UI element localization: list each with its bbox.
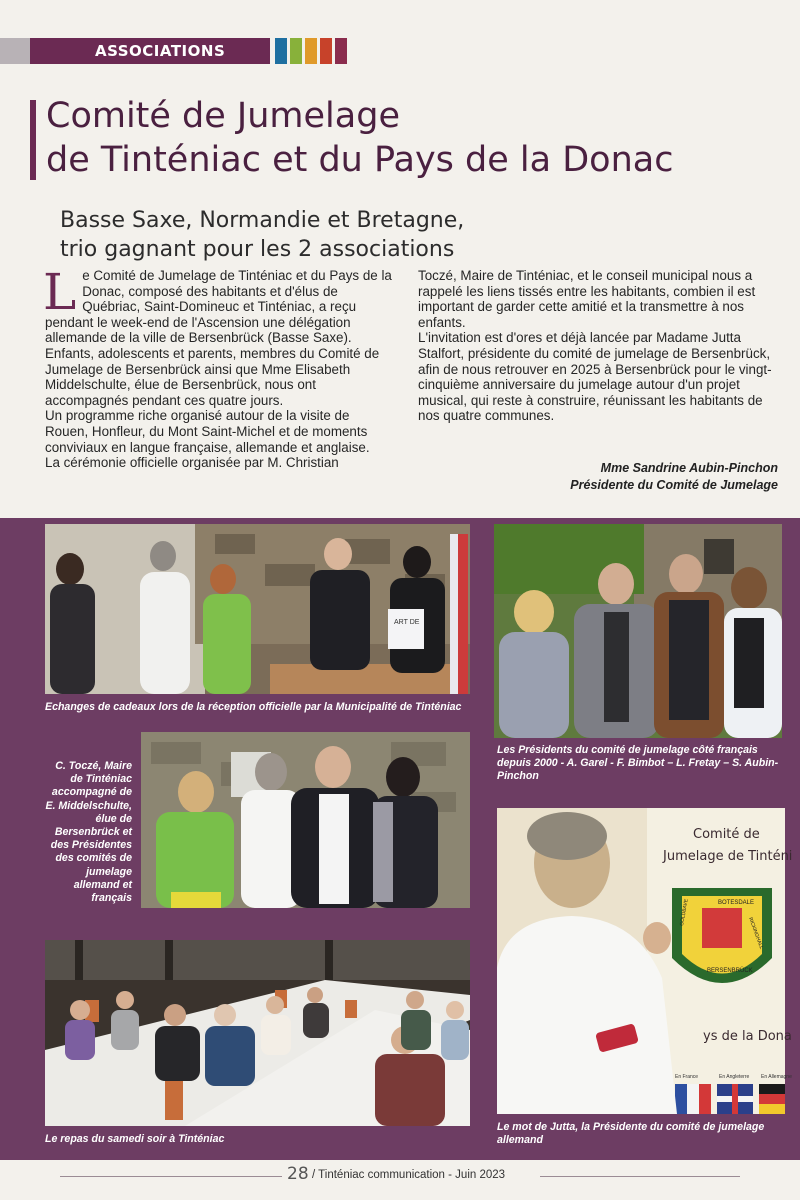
- banner-line-2: Jumelage de Tinténi: [663, 849, 793, 864]
- subtitle-line-1: Basse Saxe, Normandie et Bretagne,: [60, 208, 465, 233]
- caption-gift-exchange: Echanges de cadeaux lors de la réception officielle par la Municipalité de Tinténiac: [45, 701, 462, 713]
- flag-de-label: En Allemagne: [761, 1074, 792, 1080]
- article-subtitle: [60, 206, 760, 264]
- article-column-left: [43, 263, 393, 471]
- photo-dinner-image: [45, 940, 470, 1126]
- title-line-2: de Tinténiac et du Pays de la Donac: [46, 140, 674, 180]
- color-chip: [275, 38, 287, 64]
- photo-jutta-speech: [497, 808, 793, 1114]
- article-title: [46, 94, 766, 182]
- caption-dinner: Le repas du samedi soir à Tinténiac: [45, 1133, 225, 1145]
- footer-text: / Tinténiac communication - Juin 2023: [312, 1169, 506, 1181]
- article-column-right: [418, 268, 780, 424]
- crest-top-text: BOTESDALE: [718, 900, 755, 906]
- section-header: [0, 38, 365, 64]
- footer-rule-right: [540, 1176, 740, 1177]
- color-chip: [290, 38, 302, 64]
- signature-name: Mme Sandrine Aubin-Pinchon: [600, 461, 778, 475]
- footer-rule-left: [60, 1176, 282, 1177]
- caption-presidents: Les Présidents du comité de jumelage côté français depuis 2000 - A. Garel - F. Bimbot – L. Fretay – S. Aubin-Pinchon: [497, 744, 779, 782]
- paragraph: Enfants, adolescents et parents, membres du Comité de Jumelage de Bersenbrück ainsi que Mme Elisabeth Middelschulte, élue de Bersenbrück, nous ont accompagnés pendant ces quatre jours.: [45, 345, 380, 408]
- banner-line-1: Comité de: [693, 827, 760, 842]
- photo-jutta-speech-image: [497, 808, 793, 1114]
- title-line-1: Comité de Jumelage: [46, 96, 400, 136]
- photo-dinner: [45, 940, 470, 1126]
- photo-gift-exchange-image: [45, 524, 470, 694]
- flag-fr-label: En France: [675, 1074, 699, 1080]
- signature: [420, 460, 778, 494]
- paragraph: e Comité de Jumelage de Tinténiac et du Pays de la Donac, composé des habitants et d'élus de Québriac, Saint-Domineuc et Tinténiac, a reçu pendant le week-end de l'Ascension une délégation allemande de la ville de Bersenbrück (Basse Saxe).: [45, 268, 392, 346]
- crest-right-text: RICKINGHALL: [747, 916, 765, 951]
- caption-mayor: C. Toczé, Maire de Tinténiac accompagné de E. Middelschulte, élue de Bersenbrück et des Présidentes des comités de jumelage allemand et français: [45, 760, 132, 905]
- photo-mayor-group-image: [141, 732, 470, 908]
- crest-left-text: GOLDBAVE: [679, 898, 690, 927]
- banner-line-3: ys de la Dona: [703, 1029, 792, 1044]
- paragraph: Toczé, Maire de Tinténiac, et le conseil municipal nous a rappelé les liens tissés entre les habitants, combien il est important de garder cette amitié et la transmettre à nos enfants.: [418, 268, 756, 330]
- page-number: 28: [287, 1164, 309, 1184]
- paragraph: Un programme riche organisé autour de la visite de Rouen, Honfleur, du Mont Saint-Michel et de moments conviviaux en langue française, allemande et anglaise.: [45, 408, 370, 455]
- photo-presidents-image: [494, 524, 782, 738]
- subtitle-line-2: trio gagnant pour les 2 associations: [60, 237, 455, 262]
- photo-gift-exchange: [45, 524, 470, 694]
- section-label: ASSOCIATIONS: [95, 42, 226, 60]
- crest-bottom-text: BERSENBRÜCK: [707, 968, 753, 974]
- color-chip: [320, 38, 332, 64]
- signature-role: Présidente du Comité de Jumelage: [570, 478, 778, 492]
- photo-presidents: [494, 524, 782, 738]
- paragraph: La cérémonie officielle organisée par M. Christian: [45, 455, 339, 471]
- book-text: ART DE: [394, 619, 420, 626]
- drop-cap: L: [43, 263, 77, 321]
- flag-uk-label: En Angleterre: [719, 1074, 750, 1080]
- color-chips: [275, 38, 347, 64]
- title-accent-rule: [30, 100, 36, 180]
- paragraph: L'invitation est d'ores et déjà lancée par Madame Jutta Stalfort, présidente du comité de jumelage de Bersenbrück, afin de nous retrouver en 2025 à Bersenbrück pour le vingt-cinquième anniversaire du jumelage autour d'un projet musical, qui reste à construire, réunissant les habitants de nos quatre communes.: [418, 330, 772, 424]
- photo-mayor-group: [141, 732, 470, 908]
- color-chip: [305, 38, 317, 64]
- page-footer: [0, 1160, 800, 1200]
- color-chip: [335, 38, 347, 64]
- caption-jutta-speech: Le mot de Jutta, la Présidente du comité de jumelage allemand: [497, 1121, 765, 1146]
